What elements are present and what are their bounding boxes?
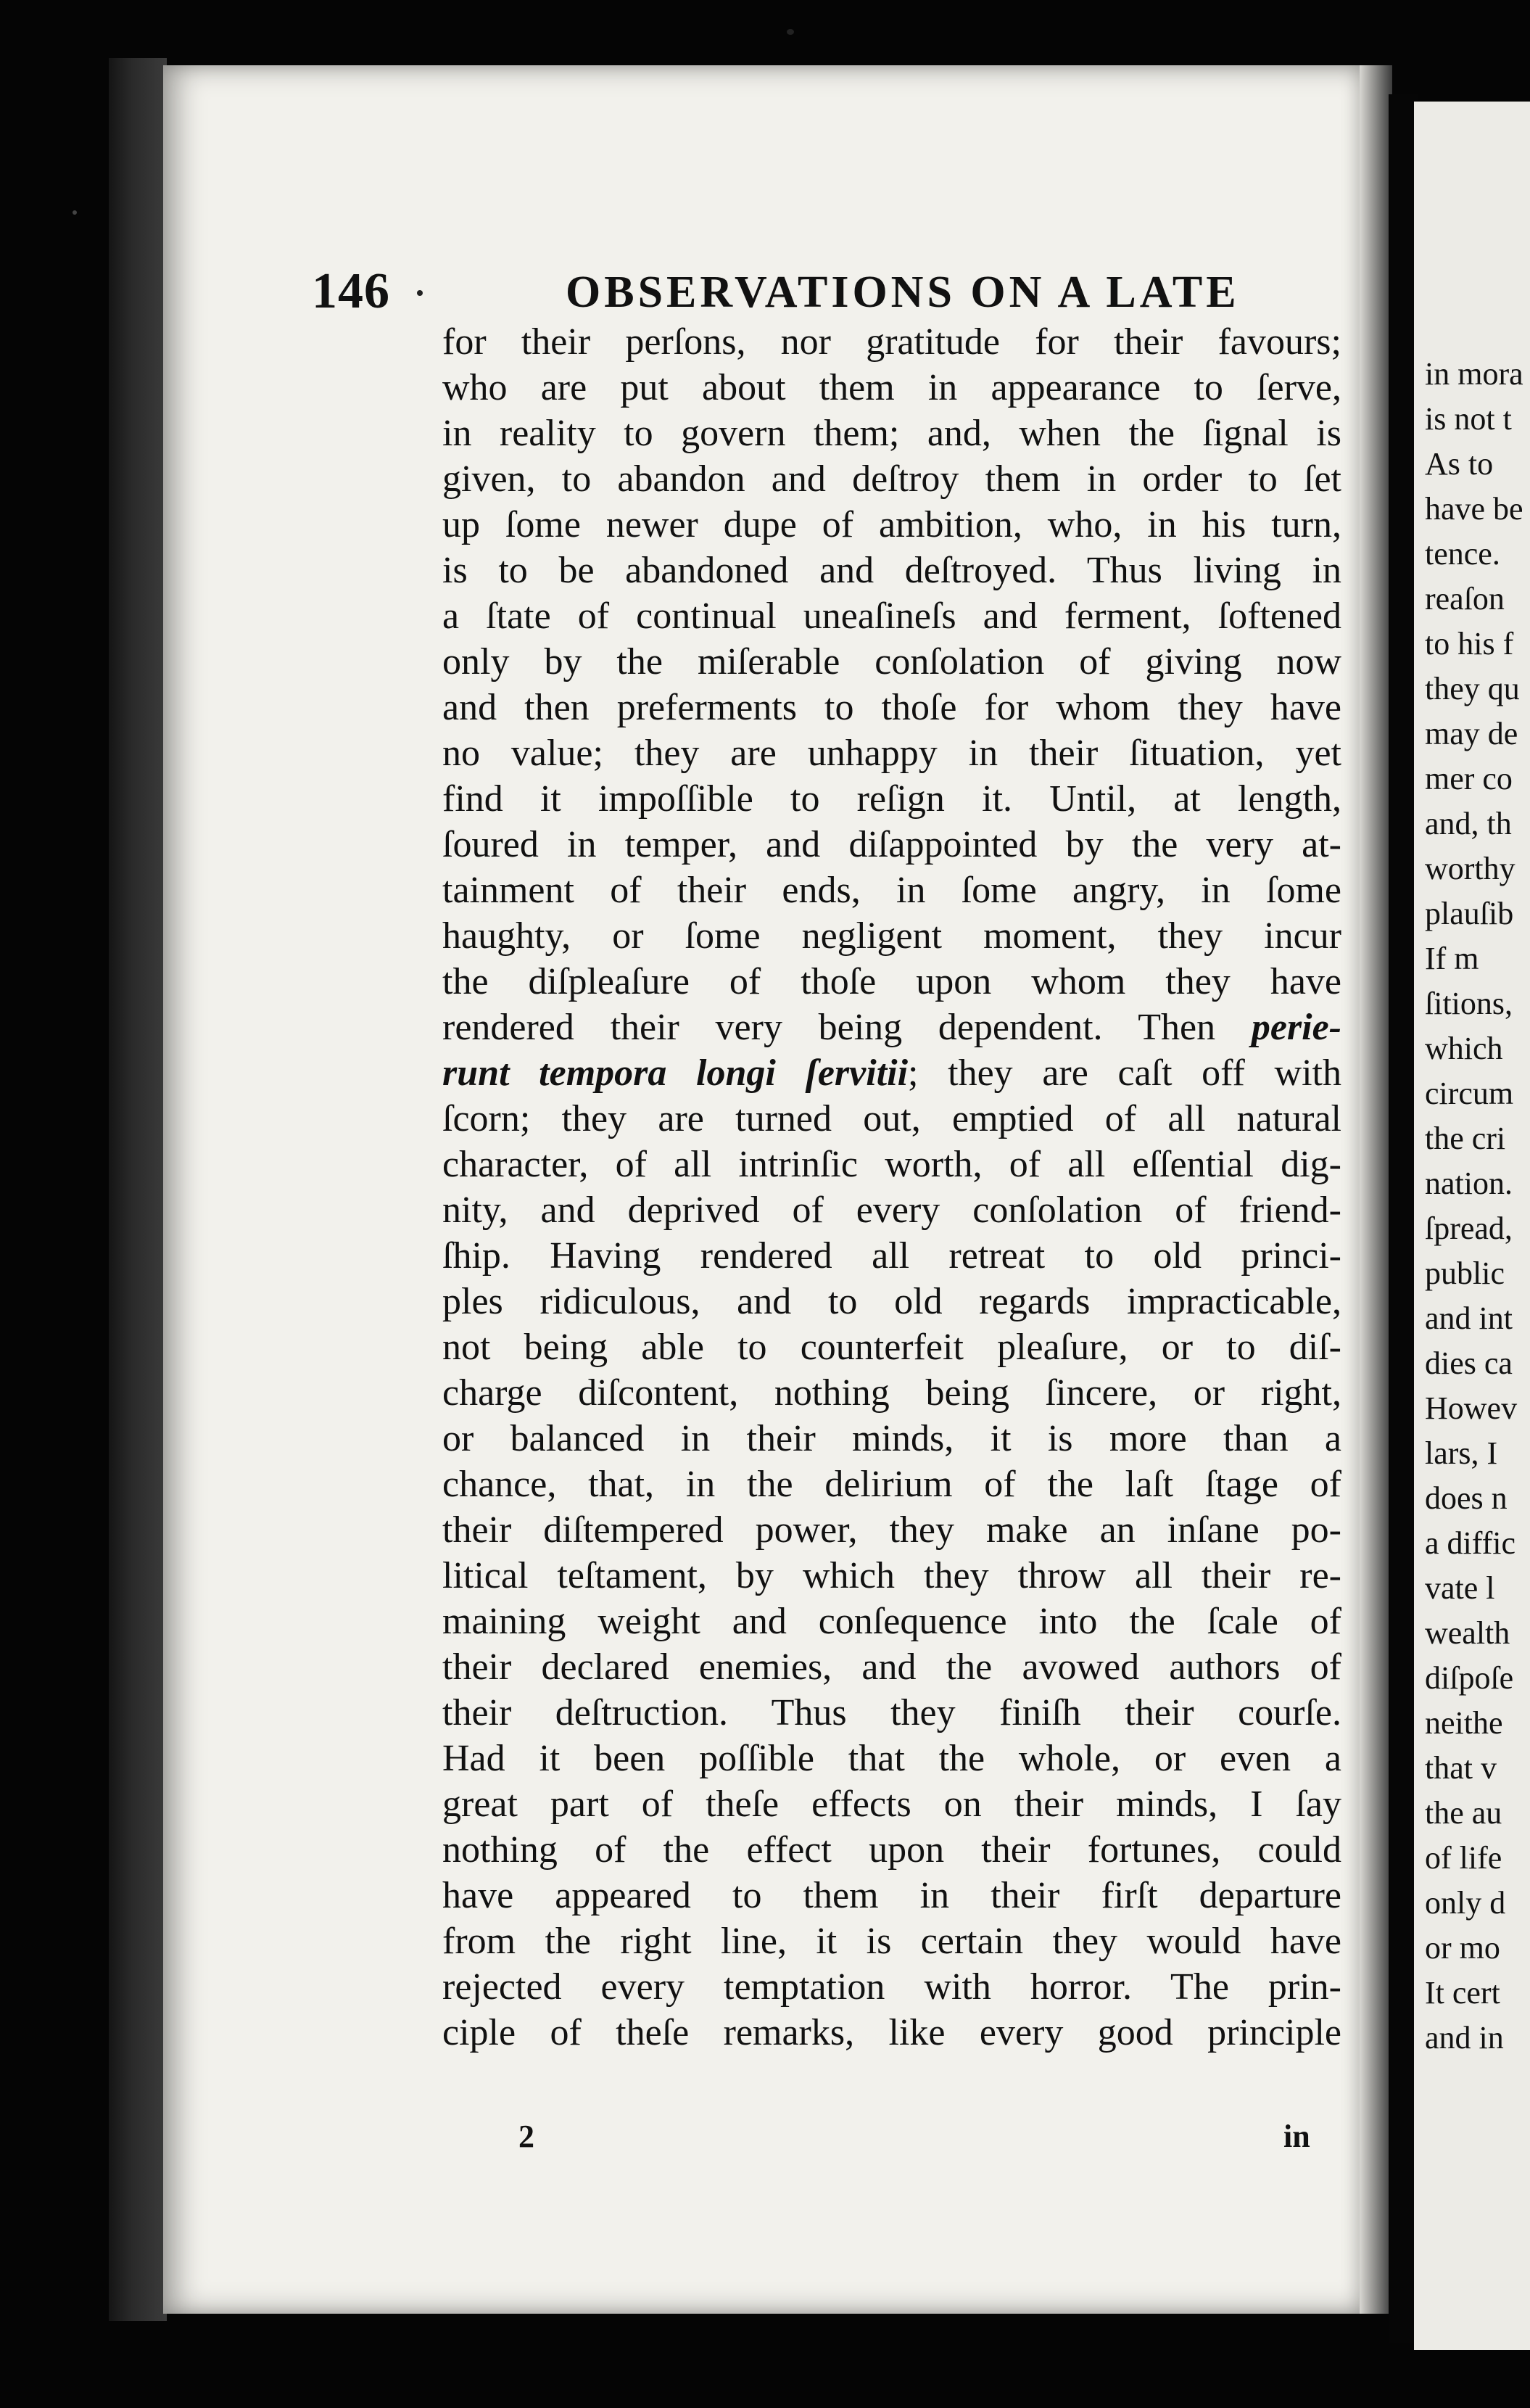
text-line: who are put about them in appearance to ſerve,	[442, 367, 1341, 408]
facing-text-line: is not t	[1425, 401, 1512, 437]
facing-text-line: only d	[1425, 1885, 1506, 1921]
ink-speck	[73, 210, 77, 215]
facing-text-line: diſpoſe	[1425, 1660, 1514, 1696]
facing-text-line: a diffic	[1425, 1525, 1516, 1561]
facing-text-line: and in	[1425, 2020, 1504, 2056]
facing-text-line: that v	[1425, 1750, 1497, 1786]
ink-speck	[787, 29, 794, 35]
facing-text-line: the au	[1425, 1795, 1502, 1831]
text-line: only by the miſerable conſolation of giving now	[442, 641, 1341, 683]
text-line: chance, that, in the delirium of the laſt ſtage of	[442, 1464, 1341, 1505]
text-line: ſhip. Having rendered all retreat to old princi-	[442, 1235, 1341, 1277]
facing-text-line: have be	[1425, 491, 1523, 527]
text-line: Had it been poſſible that the whole, or even a	[442, 1738, 1341, 1779]
text-line: ples ridiculous, and to old regards impracticable,	[442, 1281, 1341, 1322]
facing-text-line: and int	[1425, 1300, 1513, 1336]
book-gutter	[1389, 94, 1418, 2343]
facing-text-line: in mora	[1425, 356, 1523, 392]
facing-text-line: plauſib	[1425, 896, 1514, 931]
text-line: have appeared to them in their firſt departure	[442, 1875, 1341, 1916]
text-line: their diſtempered power, they make an inſane po-	[442, 1509, 1341, 1551]
text-line: tainment of their ends, in ſome angry, in ſome	[442, 870, 1341, 911]
body-text	[442, 319, 1341, 2056]
facing-text-line: As to	[1425, 446, 1494, 482]
text-line: the diſpleaſure of thoſe upon whom they have	[442, 961, 1341, 1002]
page-number: 146	[312, 263, 390, 319]
facing-text-line: nation.	[1425, 1166, 1513, 1201]
ink-speck	[417, 290, 423, 296]
facing-text-line: dies ca	[1425, 1345, 1513, 1381]
text-line: litical teſtament, by which they throw all their re-	[442, 1555, 1341, 1596]
text-line: a ſtate of continual uneaſineſs and ferment, ſoftened	[442, 595, 1341, 637]
text-line: their deſtruction. Thus they finiſh their courſe.	[442, 1692, 1341, 1733]
text-line: nity, and deprived of every conſolation of friend-	[442, 1189, 1341, 1231]
text-line: in reality to govern them; and, when the ſignal is	[442, 413, 1341, 454]
facing-text-line: they qu	[1425, 671, 1520, 706]
facing-text-line: or mo	[1425, 1930, 1500, 1966]
facing-text-line: wealth	[1425, 1615, 1510, 1651]
text-line: runt tempora longi ſervitii; they are caſt off with	[442, 1052, 1341, 1094]
text-line: from the right line, it is certain they would have	[442, 1921, 1341, 1962]
facing-text-line: tence.	[1425, 536, 1500, 572]
text-line: find it impoſſible to reſign it. Until, at length,	[442, 778, 1341, 820]
facing-text-line: and, th	[1425, 806, 1512, 841]
text-line: rejected every temptation with horror. The prin-	[442, 1966, 1341, 2008]
text-line: nothing of the effect upon their fortunes, could	[442, 1829, 1341, 1871]
facing-text-line: public	[1425, 1255, 1505, 1291]
facing-text-line: It cert	[1425, 1975, 1500, 2011]
running-head: OBSERVATIONS ON A LATE	[566, 268, 1240, 317]
text-line: maining weight and conſequence into the ſcale of	[442, 1601, 1341, 1642]
text-line: or balanced in their minds, it is more than a	[442, 1418, 1341, 1459]
facing-text-line: may de	[1425, 716, 1518, 751]
text-line: ciple of theſe remarks, like every good principle	[442, 2012, 1341, 2053]
text-line: and then preferments to thoſe for whom they have	[442, 687, 1341, 728]
facing-text-line: to his f	[1425, 626, 1514, 661]
catchword: in	[1283, 2119, 1310, 2154]
text-line: haughty, or ſome negligent moment, they incur	[442, 915, 1341, 957]
binding-shadow	[109, 58, 167, 2321]
facing-text-line: ſitions,	[1425, 986, 1513, 1021]
facing-text-line: the cri	[1425, 1121, 1506, 1156]
text-line: rendered their very being dependent. Then perie-	[442, 1007, 1341, 1048]
facing-text-line: worthy	[1425, 851, 1515, 886]
show-through-text	[319, 218, 1189, 261]
facing-page	[1414, 102, 1530, 2350]
facing-text-line: circum	[1425, 1076, 1514, 1111]
facing-text-line: of life	[1425, 1840, 1502, 1876]
page-edge	[1360, 65, 1392, 2314]
facing-text-line: ſpread,	[1425, 1211, 1513, 1246]
text-line: not being able to counterfeit pleaſure, or to diſ-	[442, 1327, 1341, 1368]
facing-text-line: reaſon	[1425, 581, 1505, 617]
text-line: charge diſcontent, nothing being ſincere, or right,	[442, 1372, 1341, 1414]
text-line: ſcorn; they are turned out, emptied of all natural	[442, 1098, 1341, 1139]
facing-page-text	[1414, 352, 1523, 2061]
text-line: for their perſons, nor gratitude for their favours;	[442, 321, 1341, 363]
facing-text-line: which	[1425, 1031, 1503, 1066]
facing-text-line: If m	[1425, 941, 1479, 976]
facing-text-line: neithe	[1425, 1705, 1503, 1741]
text-line: given, to abandon and deſtroy them in order to ſet	[442, 458, 1341, 500]
facing-text-line: vate l	[1425, 1570, 1495, 1606]
signature-mark: 2	[518, 2119, 534, 2154]
text-line: is to be abandoned and deſtroyed. Thus living in	[442, 550, 1341, 591]
facing-text-line: Howev	[1425, 1390, 1518, 1426]
text-line: great part of theſe effects on their minds, I ſay	[442, 1784, 1341, 1825]
facing-text-line: does n	[1425, 1480, 1508, 1516]
facing-text-line: lars, I	[1425, 1435, 1498, 1471]
text-line: no value; they are unhappy in their ſituation, yet	[442, 733, 1341, 774]
text-line: character, of all intrinſic worth, of all eſſential dig-	[442, 1144, 1341, 1185]
text-line: their declared enemies, and the avowed authors of	[442, 1646, 1341, 1688]
text-line: ſoured in temper, and diſappointed by the very at-	[442, 824, 1341, 865]
text-line: up ſome newer dupe of ambition, who, in his turn,	[442, 504, 1341, 545]
facing-text-line: mer co	[1425, 761, 1513, 796]
